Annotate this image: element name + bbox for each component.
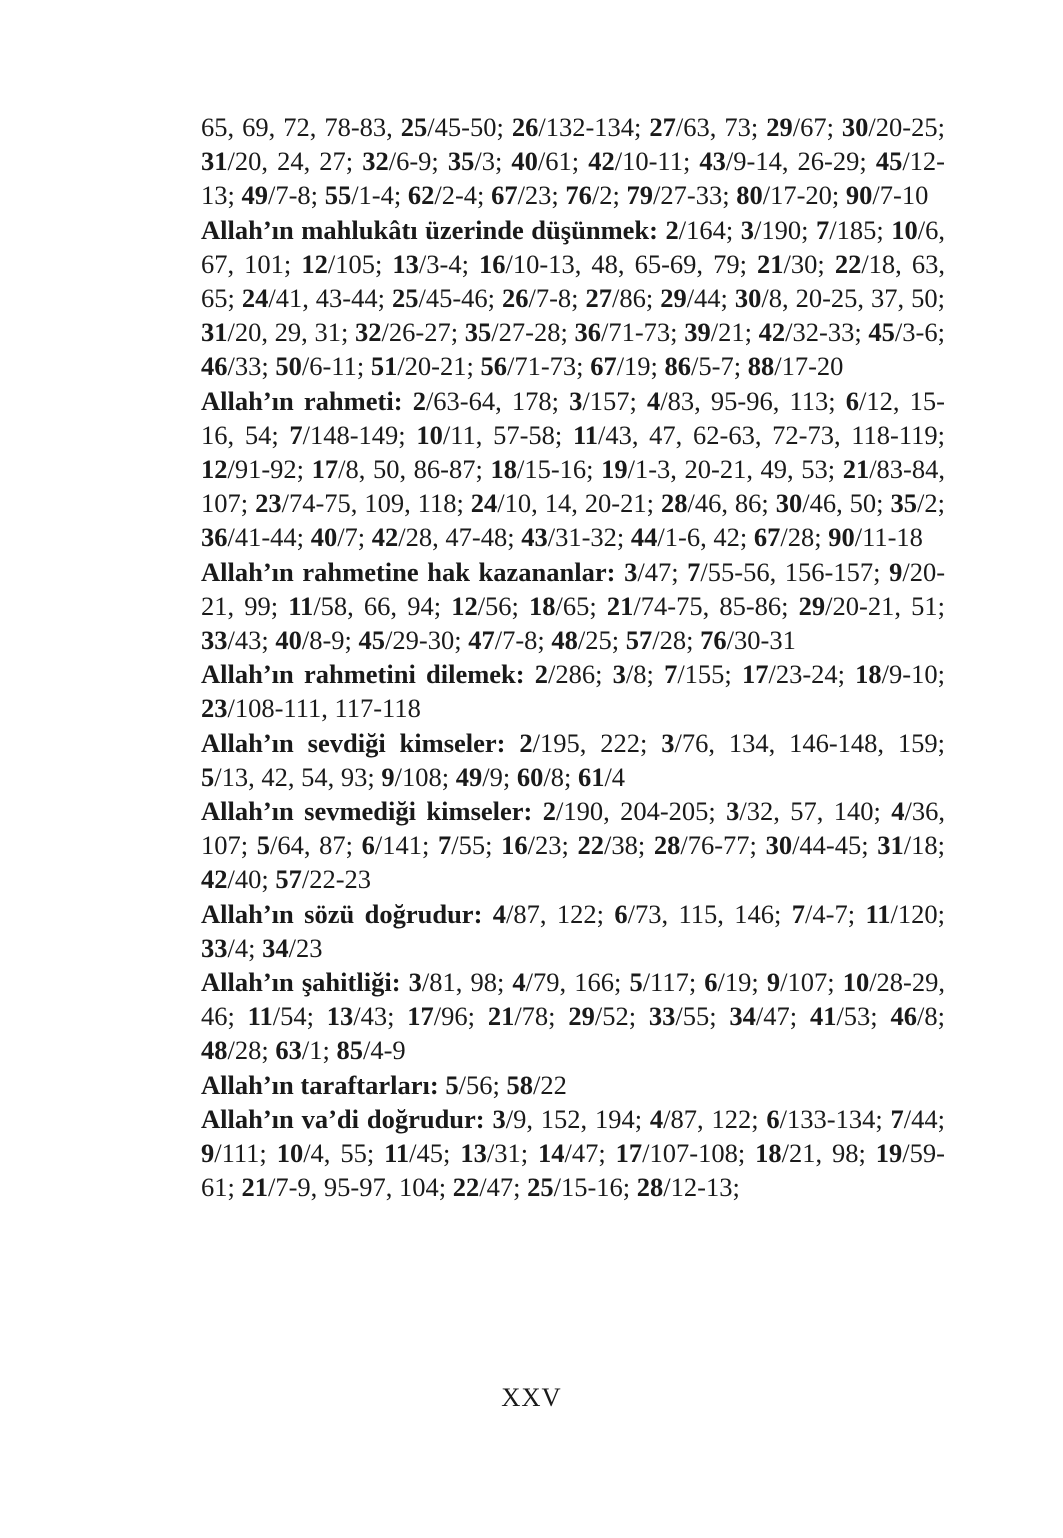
sura-number: 19 — [875, 1138, 903, 1169]
entry-heading: Allah’ın sevdiği kimseler: — [201, 727, 506, 758]
entry-heading: Allah’ın va’di doğrudur: — [201, 1103, 485, 1134]
sura-number: 3 — [624, 556, 638, 587]
sura-number: 41 — [809, 1001, 837, 1032]
entry-heading: Allah’ın şahitliği: — [201, 967, 401, 998]
sura-number: 57 — [625, 625, 653, 656]
sura-number: 47 — [468, 625, 495, 656]
entry-refs: 5/56; 58/22 — [445, 1069, 567, 1100]
sura-number: 21 — [757, 248, 784, 279]
sura-number: 26 — [501, 283, 529, 314]
sura-number: 58 — [506, 1069, 533, 1100]
sura-number: 67 — [753, 522, 781, 553]
sura-number: 49 — [455, 761, 483, 792]
entry-refs: 2/190, 204-205; 3/32, 57, 140; 4/36, 107; 5/64, 87; 6/141; 7/55; 16/23; 22/38; 28/76-77; 30/44-45; 31/18; 42/40; 57/22-23 — [201, 796, 945, 895]
sura-number: 7 — [791, 898, 806, 929]
sura-number: 34 — [729, 1001, 756, 1032]
sura-number: 45 — [875, 146, 903, 177]
entry-refs: 4/87, 122; 6/73, 115, 146; 7/4-7; 11/120; 33/4; 34/23 — [201, 898, 946, 963]
sura-number: 33 — [648, 1001, 676, 1032]
sura-number: 90 — [828, 522, 855, 553]
entry-refs: 3/47; 7/55-56, 156-157; 9/20-21, 99; 11/58, 66, 94; 12/56; 18/65; 21/74-75, 85-86; 29/20-21, 51; 33/43; 40/8-9; 45/29-30; 47/7-8; 48/25; 57/28; 76/30-31 — [201, 556, 946, 656]
index-body — [201, 110, 945, 1205]
sura-number: 39 — [684, 317, 711, 348]
sura-number: 32 — [362, 146, 389, 177]
sura-number: 21 — [842, 454, 870, 485]
sura-number: 22 — [452, 1172, 480, 1203]
sura-number: 7 — [687, 556, 701, 587]
sura-number: 56 — [480, 351, 507, 382]
entry-refs: 3/9, 152, 194; 4/87, 122; 6/133-134; 7/44; 9/111; 10/4, 55; 11/45; 13/31; 14/47; 17/107-108; 18/21, 98; 19/59-61; 21/7-9, 95-97, 104; 22/47; 25/15-16; 28/12-13; — [201, 1103, 945, 1203]
sura-number: 28 — [660, 488, 688, 519]
sura-number: 18 — [490, 454, 517, 485]
sura-number: 22 — [577, 830, 604, 861]
sura-number: 17 — [407, 1001, 434, 1032]
index-entry — [201, 794, 945, 897]
sura-number: 42 — [758, 317, 786, 348]
sura-number: 55 — [324, 180, 352, 211]
sura-number: 23 — [201, 693, 228, 724]
sura-number: 11 — [572, 419, 598, 450]
sura-number: 25 — [391, 283, 419, 314]
sura-number: 9 — [766, 967, 781, 998]
sura-number: 35 — [464, 317, 492, 348]
sura-number: 26 — [511, 112, 539, 142]
sura-number: 9 — [889, 556, 903, 587]
sura-number: 7 — [816, 214, 830, 245]
sura-number: 2 — [519, 727, 533, 758]
sura-number: 49 — [241, 180, 268, 211]
sura-number: 24 — [470, 488, 498, 519]
entry-heading: Allah’ın rahmetine hak kazananlar: — [201, 556, 616, 587]
sura-number: 4 — [512, 967, 526, 998]
page-number: XXV — [501, 1382, 562, 1412]
sura-number: 7 — [664, 659, 678, 690]
sura-number: 16 — [501, 830, 528, 861]
sura-number: 48 — [551, 625, 578, 656]
sura-number: 12 — [201, 454, 228, 485]
sura-number: 4 — [492, 898, 507, 929]
sura-number: 45 — [358, 625, 386, 656]
index-entry — [201, 213, 945, 384]
sura-number: 10 — [891, 214, 918, 245]
sura-number: 24 — [241, 283, 269, 314]
sura-number: 40 — [511, 146, 538, 177]
sura-number: 50 — [275, 351, 302, 382]
sura-number: 9 — [381, 761, 395, 792]
sura-number: 4 — [647, 385, 661, 416]
entry-refs: 2/286; 3/8; 7/155; 17/23-24; 18/9-10; 23/108-111, 117-118 — [201, 659, 945, 724]
sura-number: 33 — [201, 625, 228, 656]
sura-number: 19 — [601, 454, 628, 485]
sura-number: 31 — [877, 830, 904, 861]
sura-number: 63 — [275, 1035, 302, 1066]
sura-number: 5 — [256, 830, 270, 861]
entry-refs: 2/63-64, 178; 3/157; 4/83, 95-96, 113; 6/12, 15-16, 54; 7/148-149; 10/11, 57-58; 11/43, 47, 62-63, 72-73, 118-119; 12/91-92; 17/8, 50, 86-87; 18/15-16; 19/1-3, 20-21, 49, 53; 21/83-84, 107; 23/74-75, 109, 118; 24/10, 14, 20-21; 28/46, 86; 30/46, 50; 35/2; 36/41-44; 40/7; 42/28, 47-48; 43/31-32; 44/1-6, 42; 67/28; 90/11-18 — [201, 385, 946, 553]
sura-number: 31 — [201, 317, 228, 348]
sura-number: 3 — [408, 967, 422, 998]
sura-number: 11 — [384, 1138, 410, 1169]
sura-number: 2 — [534, 659, 549, 690]
sura-number: 11 — [288, 590, 314, 621]
sura-number: 44 — [630, 522, 658, 553]
sura-number: 90 — [845, 180, 873, 211]
sura-number: 46 — [201, 351, 228, 382]
sura-number: 60 — [516, 761, 544, 792]
entry-refs: 2/195, 222; 3/76, 134, 146-148, 159; 5/13, 42, 54, 93; 9/108; 49/9; 60/8; 61/4 — [201, 727, 946, 792]
sura-number: 85 — [336, 1035, 363, 1066]
entry-heading: Allah’ın rahmetini dilemek: — [201, 659, 525, 690]
entry-refs: 3/81, 98; 4/79, 166; 5/117; 6/19; 9/107; 10/28-29, 46; 11/54; 13/43; 17/96; 21/78; 29/52; 33/55; 34/47; 41/53; 46/8; 48/28; 63/1; 85/4-9 — [201, 967, 945, 1066]
sura-number: 23 — [255, 488, 282, 519]
sura-number: 34 — [262, 932, 289, 963]
index-entry — [201, 555, 945, 658]
sura-number: 7 — [890, 1103, 904, 1134]
sura-number: 3 — [569, 385, 583, 416]
sura-number: 2 — [665, 214, 679, 245]
sura-number: 13 — [392, 248, 419, 279]
sura-number: 30 — [765, 830, 793, 861]
sura-number: 6 — [361, 830, 375, 861]
sura-number: 67 — [590, 351, 617, 382]
sura-number: 3 — [726, 796, 740, 827]
entry-heading: Allah’ın mahlukâtı üzerinde düşünmek: — [201, 214, 658, 245]
sura-number: 43 — [521, 522, 548, 553]
sura-number: 18 — [755, 1138, 782, 1169]
sura-number: 86 — [664, 351, 692, 382]
sura-number: 9 — [201, 1138, 215, 1169]
sura-number: 17 — [741, 659, 769, 690]
index-entry — [201, 110, 945, 213]
sura-number: 10 — [842, 967, 870, 998]
sura-number: 14 — [537, 1138, 565, 1169]
sura-number: 10 — [276, 1138, 304, 1169]
index-entry — [201, 897, 945, 965]
index-entry — [201, 965, 945, 1068]
sura-number: 2 — [542, 796, 556, 827]
sura-number: 21 — [487, 1001, 515, 1032]
sura-number: 80 — [736, 180, 763, 211]
sura-number: 42 — [201, 864, 228, 895]
sura-number: 10 — [416, 419, 443, 450]
sura-number: 25 — [527, 1172, 554, 1203]
sura-number: 17 — [311, 454, 339, 485]
sura-number: 27 — [649, 112, 676, 142]
sura-number: 2 — [412, 385, 426, 416]
sura-number: 61 — [577, 761, 605, 792]
sura-number: 40 — [310, 522, 338, 553]
sura-number: 67 — [491, 180, 518, 211]
entry-heading: Allah’ın sözü doğrudur: — [201, 898, 483, 929]
sura-number: 62 — [407, 180, 435, 211]
sura-number: 5 — [445, 1069, 459, 1100]
sura-number: 6 — [614, 898, 628, 929]
sura-number: 3 — [492, 1103, 506, 1134]
sura-number: 29 — [798, 590, 826, 621]
sura-number: 13 — [326, 1001, 354, 1032]
sura-number: 32 — [355, 317, 382, 348]
sura-number: 27 — [585, 283, 612, 314]
sura-number: 76 — [700, 625, 727, 656]
sura-number: 7 — [289, 419, 303, 450]
sura-number: 18 — [855, 659, 882, 690]
sura-number: 3 — [661, 727, 675, 758]
index-entry — [201, 726, 945, 794]
sura-number: 4 — [891, 796, 905, 827]
sura-number: 42 — [588, 146, 615, 177]
entry-refs: 2/164; 3/190; 7/185; 10/6, 67, 101; 12/105; 13/3-4; 16/10-13, 48, 65-69, 79; 21/30; 22/18, 63, 65; 24/41, 43-44; 25/45-46; 26/7-8; 27/86; 29/44; 30/8, 20-25, 37, 50; 31/20, 29, 31; 32/26-27; 35/27-28; 36/71-73; 39/21; 42/32-33; 45/3-6; 46/33; 50/6-11; 51/20-21; 56/71-73; 67/19; 86/5-7; 88/17-20 — [201, 214, 945, 382]
sura-number: 12 — [301, 248, 328, 279]
entry-heading: Allah’ın taraftarları: — [201, 1069, 439, 1100]
sura-number: 31 — [201, 146, 228, 177]
sura-number: 18 — [529, 590, 556, 621]
sura-number: 7 — [438, 830, 452, 861]
index-entry — [201, 657, 945, 725]
sura-number: 29 — [660, 283, 687, 314]
sura-number: 21 — [606, 590, 634, 621]
sura-number: 30 — [775, 488, 803, 519]
sura-number: 11 — [865, 898, 891, 929]
sura-number: 79 — [626, 180, 654, 211]
sura-number: 28 — [636, 1172, 664, 1203]
sura-number: 51 — [370, 351, 398, 382]
sura-number: 29 — [568, 1001, 595, 1032]
sura-number: 46 — [890, 1001, 917, 1032]
sura-number: 35 — [890, 488, 917, 519]
sura-number: 40 — [275, 625, 302, 656]
sura-number: 35 — [447, 146, 475, 177]
sura-number: 6 — [766, 1103, 780, 1134]
sura-number: 76 — [565, 180, 592, 211]
sura-number: 5 — [629, 967, 643, 998]
sura-number: 30 — [841, 112, 869, 142]
sura-number: 30 — [734, 283, 762, 314]
sura-number: 45 — [868, 317, 895, 348]
sura-number: 42 — [371, 522, 399, 553]
sura-number: 3 — [740, 214, 754, 245]
sura-number: 43 — [699, 146, 726, 177]
sura-number: 21 — [241, 1172, 268, 1203]
entry-heading: Allah’ın sevmediği kimseler: — [201, 796, 533, 827]
sura-number: 48 — [201, 1035, 228, 1066]
sura-number: 57 — [275, 864, 302, 895]
entry-refs: 65, 69, 72, 78-83, 25/45-50; 26/132-134; 27/63, 73; 29/67; 30/20-25; 31/20, 24, 27; 32/6-9; 35/3; 40/61; 42/10-11; 43/9-14, 26-29; 45/12-13; 49/7-8; 55/1-4; 62/2-4; 67/23; 76/2; 79/27-33; 80/17-20; 90/7-10 — [201, 112, 945, 211]
index-entry — [201, 1102, 945, 1205]
sura-number: 4 — [649, 1103, 664, 1134]
sura-number: 13 — [460, 1138, 487, 1169]
sura-number: 22 — [834, 248, 862, 279]
sura-number: 3 — [612, 659, 626, 690]
index-entry — [201, 384, 945, 555]
sura-number: 17 — [615, 1138, 643, 1169]
entry-heading: Allah’ın rahmeti: — [201, 385, 403, 416]
sura-number: 33 — [201, 932, 228, 963]
sura-number: 28 — [653, 830, 681, 861]
sura-number: 6 — [845, 385, 860, 416]
sura-number: 25 — [400, 112, 428, 142]
sura-number: 5 — [201, 761, 215, 792]
sura-number: 36 — [574, 317, 601, 348]
sura-number: 29 — [766, 112, 793, 142]
sura-number: 88 — [747, 351, 775, 382]
sura-number: 11 — [247, 1001, 273, 1032]
sura-number: 12 — [451, 590, 478, 621]
sura-number: 6 — [704, 967, 718, 998]
index-entry — [201, 1068, 945, 1102]
sura-number: 36 — [201, 522, 228, 553]
sura-number: 16 — [479, 248, 506, 279]
